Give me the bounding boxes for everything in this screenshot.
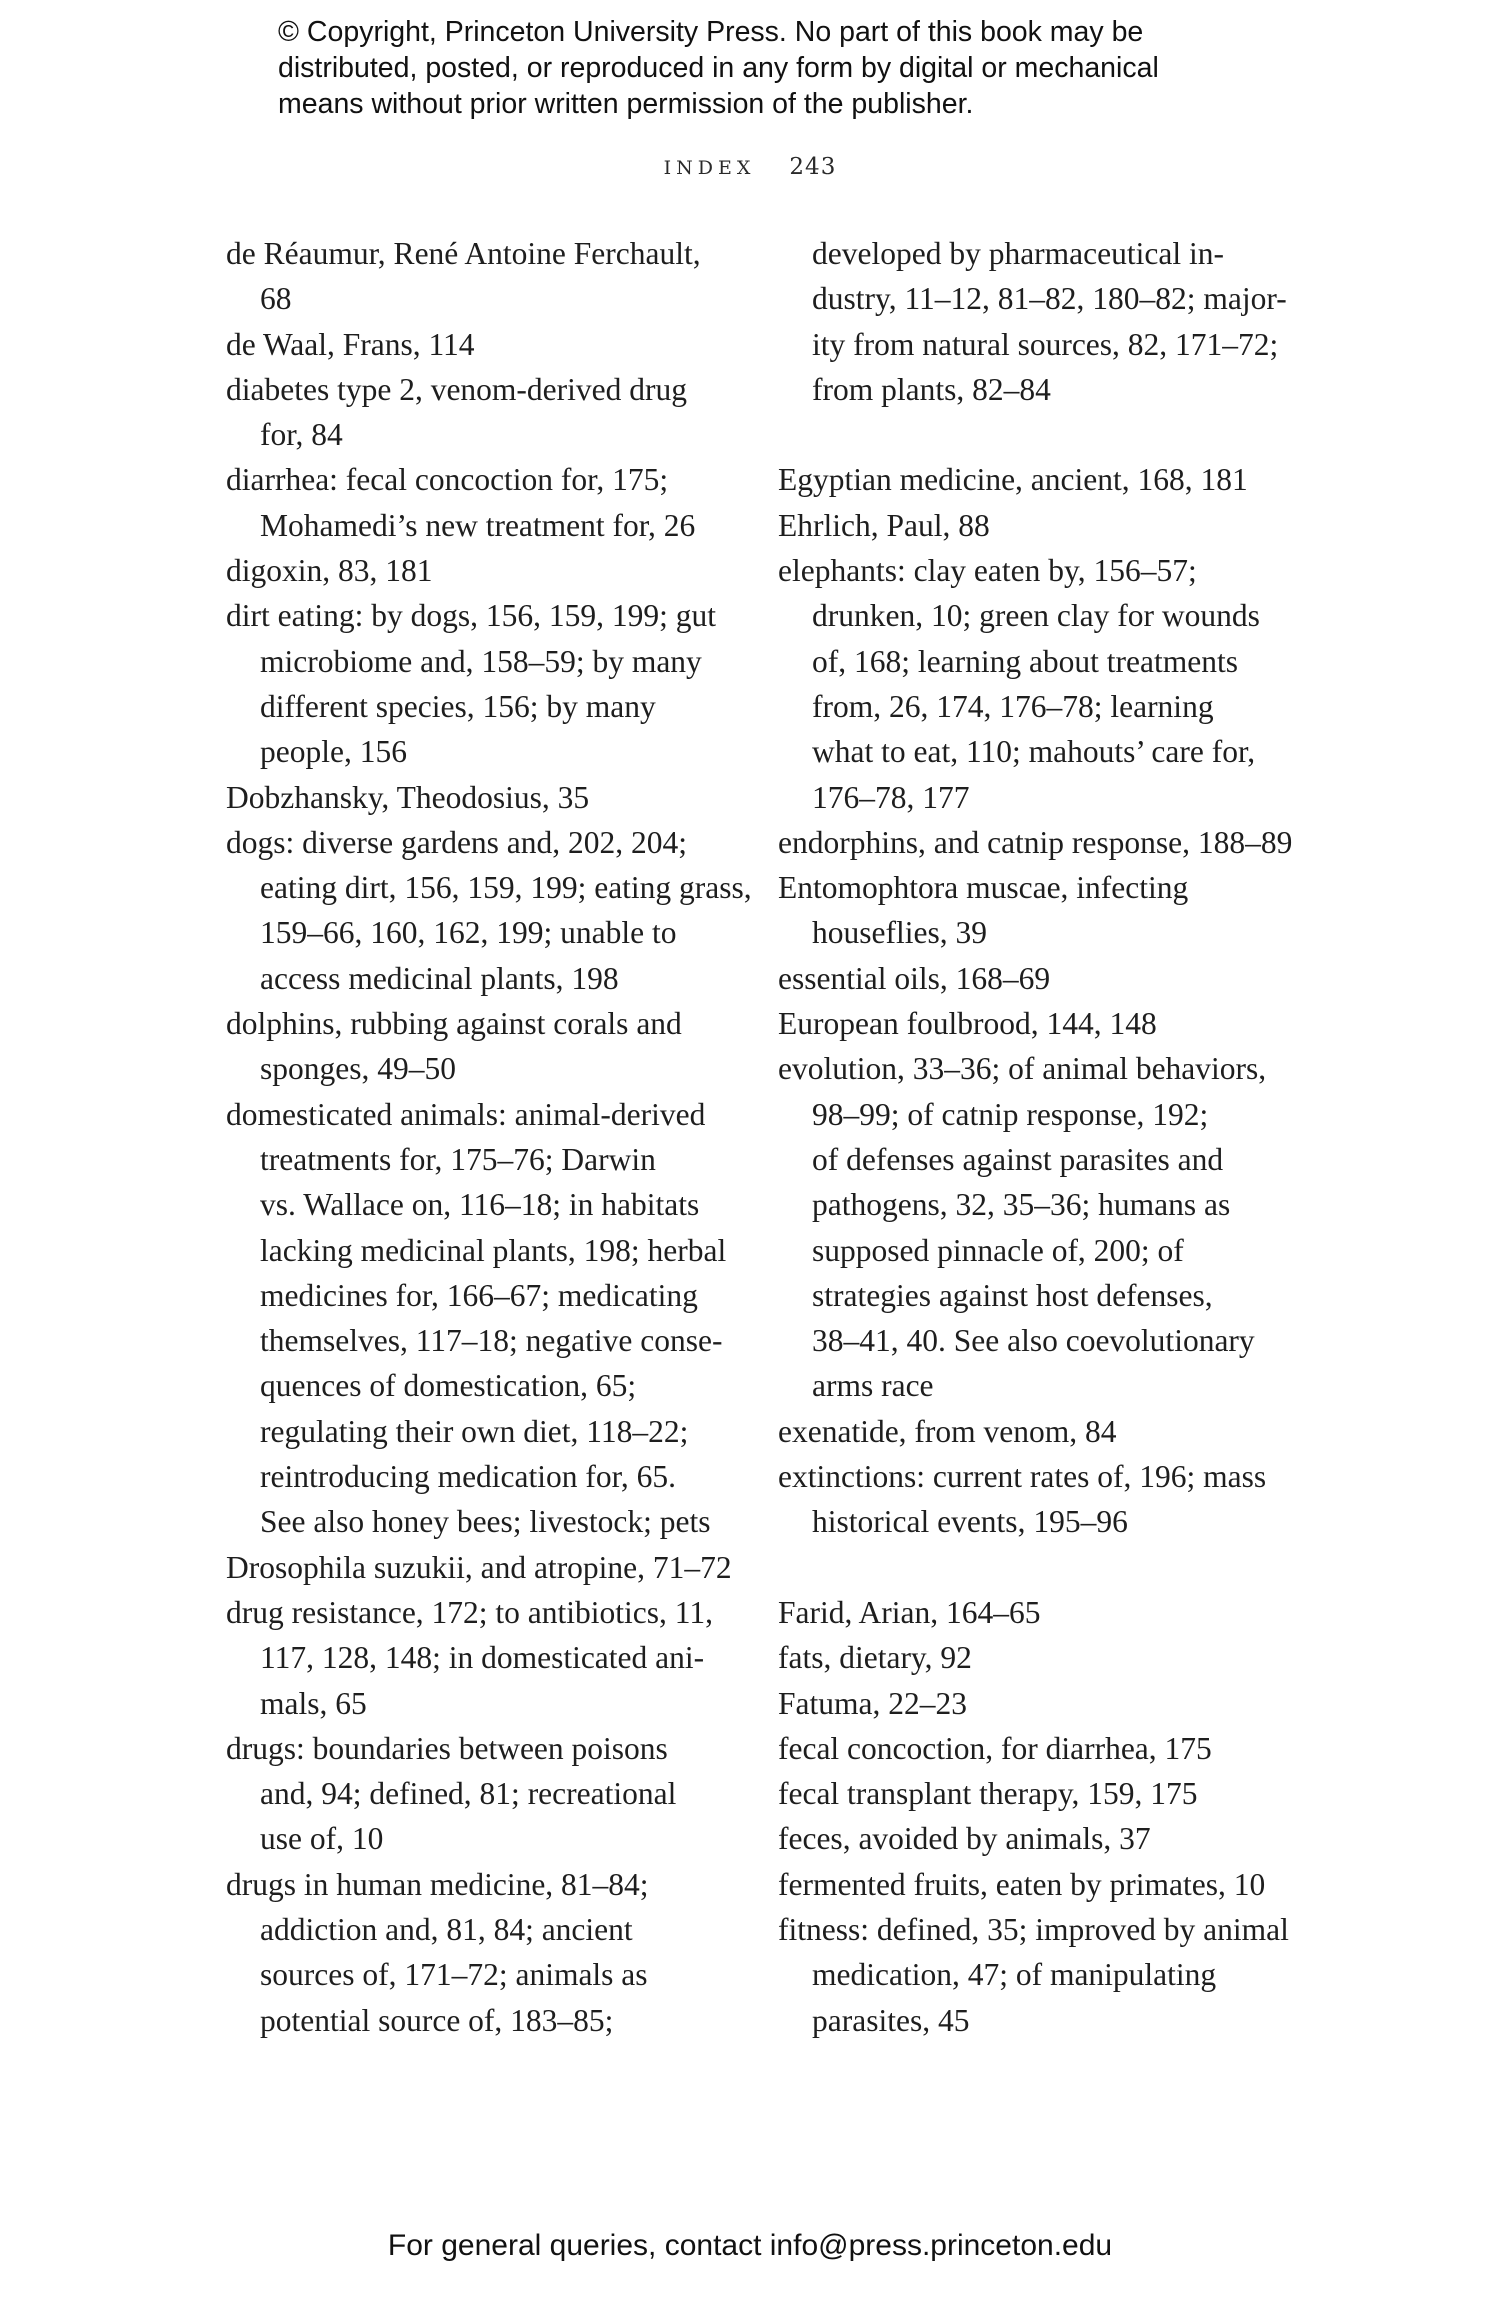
index-entry [226,1726,746,1862]
index-entry-line: dustry, 11–12, 81–82, 180–82; major- [812,281,1287,317]
running-head [0,154,1500,180]
index-entry-line: drug resistance, 172; to antibiotics, 11, [226,1594,713,1630]
index-entry-line: endorphins, and catnip response, 188–89 [778,824,1293,860]
index-entry-line: of defenses against parasites and [812,1141,1224,1177]
index-entry-line: drugs in human medicine, 81–84; [226,1866,649,1902]
index-entry [226,1092,746,1545]
index-entry [226,457,746,548]
index-entry-line: medication, 47; of manipulating [812,1957,1217,1993]
index-entry-line: Fatuma, 22–23 [778,1685,967,1721]
index-entry-continuation [778,231,1298,412]
index-entry-line: fecal transplant therapy, 159, 175 [778,1776,1198,1812]
index-entry [778,820,1298,865]
index-entry [778,865,1298,956]
index-entry-line: dolphins, rubbing against corals and [226,1006,682,1042]
index-entry-line: parasites, 45 [812,2002,970,2038]
index-entry-line: domesticated animals: animal-derived [226,1096,706,1132]
index-entry [226,820,752,1001]
index-entry-line: quences of domestication, 65; [260,1368,637,1404]
index-entry-line: European foulbrood, 144, 148 [778,1006,1157,1042]
index-entry-line: essential oils, 168–69 [778,960,1051,996]
index-entry-line: vs. Wallace on, 116–18; in habitats [260,1187,700,1223]
index-entry-line: See also honey bees; livestock; pets [260,1504,711,1540]
index-entry-line: pathogens, 32, 35–36; humans as [812,1187,1231,1223]
index-entry-line: fecal concoction, for diarrhea, 175 [778,1730,1212,1766]
index-entry-line: ity from natural sources, 82, 171–72; [812,326,1279,362]
index-entry-line: 68 [260,281,292,317]
index-entry-line: eating dirt, 156, 159, 199; eating grass, [260,870,752,906]
index-entry [778,1681,1298,1726]
index-entry-line: houseflies, 39 [812,915,987,951]
index-column-right [778,231,1298,2043]
index-entry-line: digoxin, 83, 181 [226,553,433,589]
index-entry [778,1046,1298,1408]
index-entry-line: Mohamedi’s new treatment for, 26 [260,507,696,543]
index-entry-line: historical events, 195–96 [812,1504,1128,1540]
index-entry [778,503,1298,548]
index-entry-line: themselves, 117–18; negative conse- [260,1323,723,1359]
index-entry [226,322,746,367]
index-entry [778,548,1298,820]
index-entry-line: developed by pharmaceutical in- [812,236,1224,271]
index-entry-line: de Waal, Frans, 114 [226,326,475,362]
index-entry [226,1001,746,1092]
index-entry-line: Entomophtora muscae, infecting [778,870,1189,906]
index-entry [778,1590,1298,1635]
running-head-label: INDEX [663,157,756,179]
index-entry [226,1862,746,2043]
index-entry-line: fitness: defined, 35; improved by animal [778,1911,1289,1947]
index-entry-line: different species, 156; by many [260,688,656,724]
index-entry-line: microbiome and, 158–59; by many [260,643,702,679]
index-entry-line: regulating their own diet, 118–22; [260,1413,689,1449]
index-entry-line: what to eat, 110; mahouts’ care for, [812,734,1256,770]
index-entry-line: elephants: clay eaten by, 156–57; [778,553,1197,589]
index-entry-line: Ehrlich, Paul, 88 [778,507,990,543]
index-column-left [226,231,752,2043]
index-entry-line: mals, 65 [260,1685,367,1721]
index-entry-line: 159–66, 160, 162, 199; unable to [260,915,677,951]
index-entry-line: people, 156 [260,734,407,770]
index-entry-line: treatments for, 175–76; Darwin [260,1141,656,1177]
index-entry-line: use of, 10 [260,1821,384,1857]
index-entry-line: fermented fruits, eaten by primates, 10 [778,1866,1266,1902]
index-entry [778,1635,1298,1680]
index-entry-line: sponges, 49–50 [260,1051,456,1087]
index-entry-line: 117, 128, 148; in domesticated ani- [260,1640,705,1676]
index-entry [778,1816,1298,1861]
index-entry [778,457,1298,502]
page-number: 243 [789,154,837,180]
index-entry-line: of, 168; learning about treatments [812,643,1239,679]
footer-contact: For general queries, contact info@press.princeton.edu [387,2229,1113,2262]
index-entry-line: Farid, Arian, 164–65 [778,1594,1041,1630]
index-entry-line: access medicinal plants, 198 [260,960,619,996]
index-entry-line: sources of, 171–72; animals as [260,1957,648,1993]
index-entry-line: drugs: boundaries between poisons [226,1730,668,1766]
index-entry-line: dirt eating: by dogs, 156, 159, 199; gut [226,598,716,634]
index-entry-line: exenatide, from venom, 84 [778,1413,1117,1449]
index-entry [778,1726,1298,1771]
index-entry-line: drunken, 10; green clay for wounds [812,598,1260,634]
index-entry [226,231,746,322]
index-entry-line: Egyptian medicine, ancient, 168, 181 [778,462,1248,498]
index-entry-line: for, 84 [260,417,343,453]
index-entry [778,956,1298,1001]
index-entry [778,1001,1298,1046]
index-entry [226,1545,746,1590]
index-entry-line: evolution, 33–36; of animal behaviors, [778,1051,1267,1087]
index-entry-line: medicines for, 166–67; medicating [260,1277,698,1313]
index-entry-line: dogs: diverse gardens and, 202, 204; [226,824,688,860]
copyright-line: means without prior written permission of the publisher. [278,88,974,120]
index-entry-line: diabetes type 2, venom-derived drug [226,371,687,407]
index-entry-line: strategies against host defenses, [812,1277,1213,1313]
index-entry-line: supposed pinnacle of, 200; of [812,1232,1184,1268]
index-entry-line: 38–41, 40. See also coevolutionary [812,1323,1255,1359]
index-entry-line: and, 94; defined, 81; recreational [260,1776,677,1812]
copyright-line: © Copyright, Princeton University Press. No part of this book may be [278,16,1144,48]
index-entry-line: addiction and, 81, 84; ancient [260,1911,633,1947]
index-entry [226,775,746,820]
index-entry [226,593,746,774]
index-entry [778,1771,1298,1816]
index-entry-line: feces, avoided by animals, 37 [778,1821,1151,1857]
copyright-line: distributed, posted, or reproduced in any form by digital or mechanical [278,52,1159,84]
index-entry-line: Drosophila suzukii, and atropine, 71–72 [226,1549,732,1585]
letter-group-gap [778,1545,1298,1590]
index-entry [778,1409,1298,1454]
index-entry-line: 98–99; of catnip response, 192; [812,1096,1209,1132]
letter-group-gap [778,412,1298,457]
index-entry-line: from plants, 82–84 [812,371,1051,407]
index-entry-line: diarrhea: fecal concoction for, 175; [226,462,669,498]
index-entry-line: extinctions: current rates of, 196; mass [778,1459,1267,1495]
index-entry-line: reintroducing medication for, 65. [260,1459,676,1495]
copyright-notice [278,14,1278,122]
index-entry [778,1907,1298,2043]
index-entry-line: potential source of, 183–85; [260,2002,614,2038]
index-entry [226,367,746,458]
index-entry [226,1590,746,1726]
index-entry [778,1862,1298,1907]
index-entry-line: 176–78, 177 [812,779,970,815]
index-entry-line: fats, dietary, 92 [778,1640,972,1676]
index-entry-line: from, 26, 174, 176–78; learning [812,688,1214,724]
index-entry-line: arms race [812,1368,934,1404]
index-entry [778,1454,1298,1545]
index-entry-line: Dobzhansky, Theodosius, 35 [226,779,590,815]
index-entry [226,548,746,593]
index-entry-line: lacking medicinal plants, 198; herbal [260,1232,727,1268]
index-entry-line: de Réaumur, René Antoine Ferchault, [226,236,701,271]
